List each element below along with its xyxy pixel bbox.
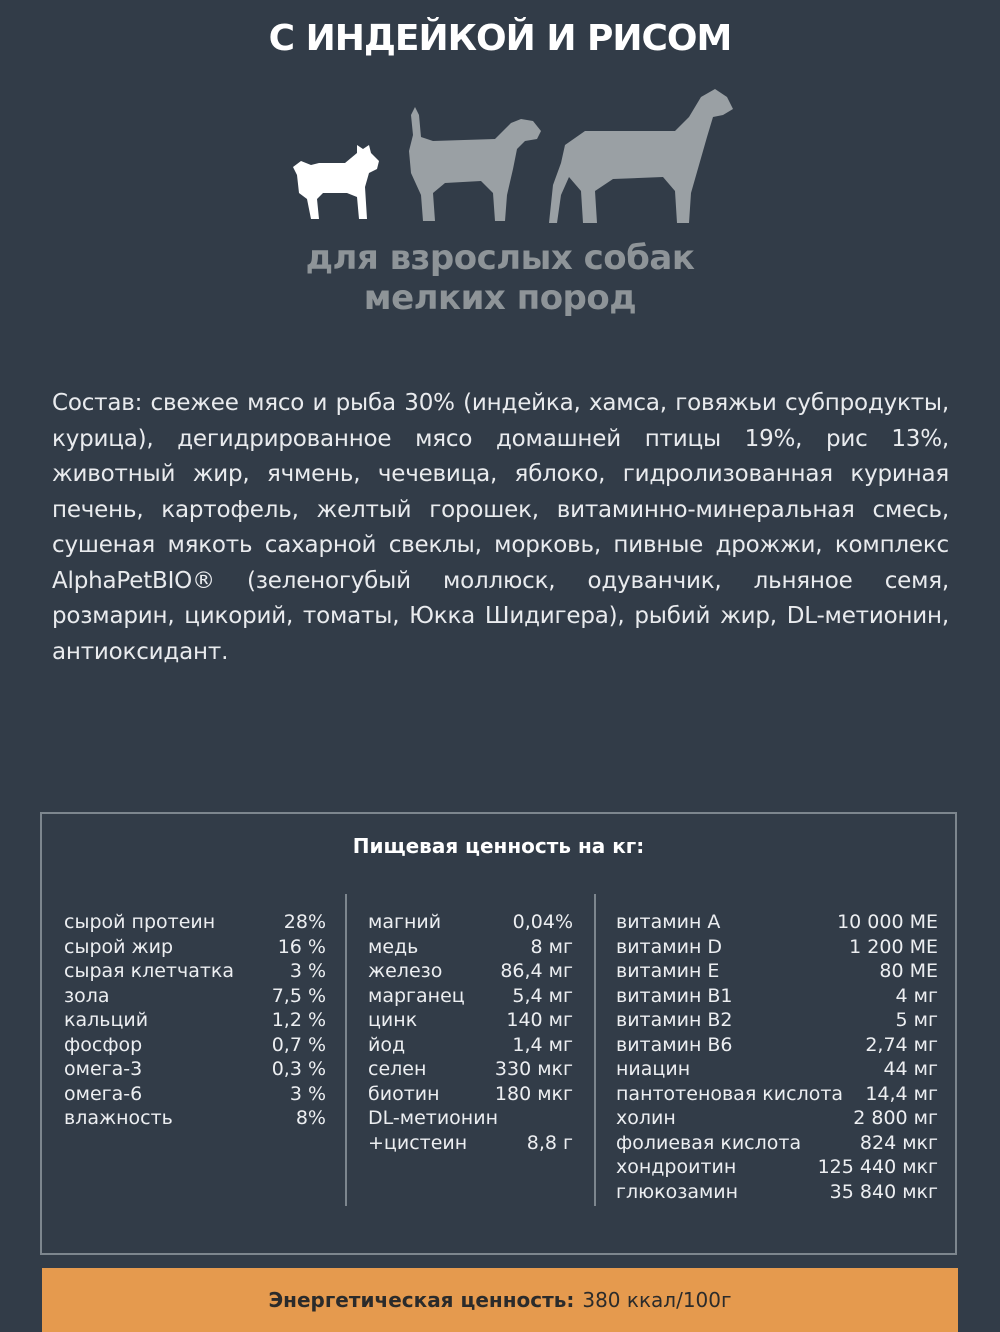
dog-size-icons	[285, 75, 735, 235]
nutrient-name: биотин	[368, 1082, 440, 1105]
nutrient-name: сырая клетчатка	[64, 960, 235, 982]
nutrient-name: глюкозамин	[616, 1180, 739, 1203]
nutrient-value: 0,04%	[512, 911, 573, 933]
column-divider	[594, 894, 596, 1206]
nutrient-name: сырой жир	[64, 935, 174, 958]
nutrient-value: 5,4 мг	[512, 984, 573, 1007]
nutrient-row	[368, 984, 573, 1009]
nutrient-value: 80 МЕ	[879, 960, 938, 982]
nutrition-title: Пищевая ценность на кг:	[352, 834, 645, 858]
nutrient-row	[64, 1082, 326, 1107]
nutrient-row	[616, 984, 938, 1009]
composition-text: Состав: свежее мясо и рыба 30% (индейка, хамса, говяжьи субпродукты, курица), дегидрированное мясо домашней птицы 19%, рис 13%, животный жир, ячмень, чечевица, яблоко, гидролизованная куриная печень, картофель, желтый горошек, витаминно-минеральная смесь, сушеная мякоть сахарной свеклы, морковь, пивные дрожжи, комплекс AlphaPetBIO® (зеленогубый моллюск, одуванчик, льняное семя, розмарин, цикорий, томаты, Юкка Шидигера), рыбий жир, DL-метионин, антиоксидант.	[52, 390, 949, 665]
nutrient-name: витамин D	[616, 935, 723, 958]
nutrient-row	[616, 1057, 938, 1082]
nutrient-value: 3 %	[289, 960, 326, 982]
small-dog-icon	[293, 145, 379, 219]
nutrient-name: витамин В1	[616, 984, 733, 1007]
nutrient-name: цинк	[368, 1009, 418, 1031]
nutrition-column-1	[64, 910, 326, 1131]
nutrient-name: железо	[368, 960, 443, 982]
nutrient-name: +цистеин	[368, 1131, 468, 1154]
nutrient-row	[616, 1155, 938, 1180]
nutrient-value: 35 840 мкг	[829, 1180, 938, 1203]
nutrient-value: 8,8 г	[526, 1131, 573, 1154]
nutrient-row	[368, 1033, 573, 1058]
nutrient-row	[616, 1008, 938, 1033]
subtitle-line-2: мелких пород	[363, 278, 637, 318]
nutrient-value: 824 мкг	[859, 1131, 938, 1154]
nutrient-value: 125 440 мкг	[817, 1156, 938, 1178]
nutrient-value: 7,5 %	[271, 984, 326, 1007]
nutrient-name: фосфор	[64, 1033, 143, 1056]
nutrient-row	[64, 1106, 326, 1131]
nutrient-row	[616, 1180, 938, 1205]
nutrient-row	[616, 1131, 938, 1156]
nutrient-row	[368, 910, 573, 935]
energy-value-bar	[42, 1268, 958, 1332]
nutrient-value: 8 мг	[530, 935, 573, 958]
nutrient-row	[64, 1057, 326, 1082]
nutrient-name: ниацин	[616, 1058, 691, 1080]
nutrient-name: влажность	[64, 1107, 173, 1129]
nutrient-value: 2,74 мг	[865, 1033, 938, 1056]
nutrient-row	[368, 1057, 573, 1082]
nutrient-name: омега-3	[64, 1058, 143, 1080]
nutrient-value: 86,4 мг	[500, 960, 573, 982]
nutrient-value: 3 %	[289, 1082, 326, 1105]
nutrient-value: 1,2 %	[271, 1009, 326, 1031]
nutrient-value: 14,4 мг	[865, 1082, 938, 1105]
nutrient-value: 330 мкг	[494, 1058, 573, 1080]
energy-value: 380 ккал/100г	[582, 1288, 732, 1312]
nutrient-row	[616, 1033, 938, 1058]
nutrient-value: 28%	[283, 911, 326, 933]
nutrient-row	[64, 984, 326, 1009]
nutrient-value: 44 мг	[883, 1058, 938, 1080]
nutrient-name: витамин А	[616, 911, 721, 933]
nutrient-row	[368, 1106, 573, 1131]
nutrient-name: пантотеновая кислота	[616, 1082, 844, 1105]
nutrient-row	[64, 910, 326, 935]
nutrient-row	[616, 959, 938, 984]
nutrient-name: DL-метионин	[368, 1107, 498, 1129]
large-dog-icon	[549, 89, 733, 223]
nutrient-value: 16 %	[277, 935, 326, 958]
medium-dog-icon	[409, 107, 541, 221]
nutrient-value: 1,4 мг	[512, 1033, 573, 1056]
nutrient-name: витамин В6	[616, 1033, 733, 1056]
nutrient-row	[64, 1033, 326, 1058]
nutrient-value: 2 800 мг	[853, 1107, 938, 1129]
nutrient-value: 4 мг	[895, 984, 938, 1007]
nutrient-row	[368, 1131, 573, 1156]
nutrition-column-3	[616, 910, 938, 1204]
nutrient-name: магний	[368, 911, 442, 933]
nutrient-value: 10 000 МЕ	[837, 911, 938, 933]
column-divider	[345, 894, 347, 1206]
nutrient-row	[64, 959, 326, 984]
nutrient-row	[616, 910, 938, 935]
nutrient-value: 8%	[295, 1107, 326, 1129]
nutrient-name: фолиевая кислота	[616, 1131, 802, 1154]
target-audience	[0, 238, 1000, 318]
nutrient-name: хондроитин	[616, 1156, 737, 1178]
nutrient-name: зола	[64, 984, 110, 1007]
nutrient-name: витамин Е	[616, 960, 720, 982]
nutrient-name: медь	[368, 935, 419, 958]
nutrient-name: марганец	[368, 984, 465, 1007]
nutrient-row	[368, 935, 573, 960]
nutrition-column-2	[368, 910, 573, 1155]
nutrient-value: 0,7 %	[271, 1033, 326, 1056]
nutrient-name: йод	[368, 1033, 406, 1056]
nutrient-row	[616, 1082, 938, 1107]
nutrient-row	[368, 959, 573, 984]
nutrient-name: сырой протеин	[64, 911, 216, 933]
nutrient-row	[368, 1008, 573, 1033]
nutrient-row	[64, 1008, 326, 1033]
subtitle-line-1: для взрослых собак	[305, 238, 695, 278]
nutrient-name: омега-6	[64, 1082, 143, 1105]
nutrient-value: 1 200 МЕ	[849, 935, 938, 958]
nutrient-name: холин	[616, 1107, 676, 1129]
nutrient-row	[616, 1106, 938, 1131]
nutrient-value: 140 мг	[506, 1009, 573, 1031]
nutrient-row	[616, 935, 938, 960]
nutrient-name: селен	[368, 1058, 427, 1080]
nutrient-value: 5 мг	[895, 1009, 938, 1031]
energy-label: Энергетическая ценность:	[268, 1288, 575, 1312]
product-title: С ИНДЕЙКОЙ И РИСОМ	[268, 18, 732, 59]
nutrient-name: витамин В2	[616, 1009, 733, 1031]
nutrition-table	[40, 812, 957, 1255]
nutrient-name: кальций	[64, 1009, 149, 1031]
nutrient-value: 180 мкг	[494, 1082, 573, 1105]
nutrient-row	[64, 935, 326, 960]
nutrient-row	[368, 1082, 573, 1107]
nutrient-value: 0,3 %	[271, 1058, 326, 1080]
